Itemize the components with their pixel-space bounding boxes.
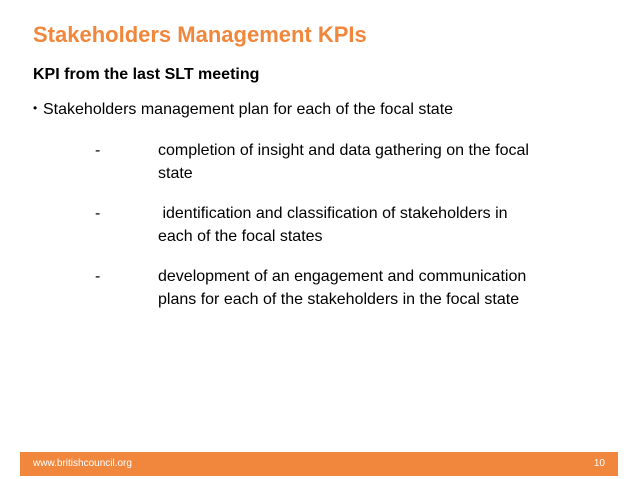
page-number: 10 — [593, 458, 605, 469]
footer-url: www.britishcouncil.org — [33, 458, 132, 469]
bullet-item — [33, 101, 453, 119]
dash-marker: - — [95, 142, 101, 159]
dash-marker: - — [95, 268, 101, 285]
sub-item-text: identification and classification of stakeholders in each of the focal states — [158, 205, 508, 245]
sub-item-text: completion of insight and data gathering on the focal state — [158, 142, 529, 182]
bullet-icon: • — [33, 101, 38, 115]
slide-subtitle: KPI from the last SLT meeting — [33, 66, 260, 83]
footer-bar — [20, 452, 618, 476]
bullet-text: Stakeholders management plan for each of the focal state — [43, 101, 454, 118]
slide-title: Stakeholders Management KPIs — [33, 22, 367, 47]
sub-item-text: development of an engagement and communication plans for each of the stakeholders in the focal state — [158, 268, 527, 308]
dash-marker: - — [95, 205, 101, 222]
